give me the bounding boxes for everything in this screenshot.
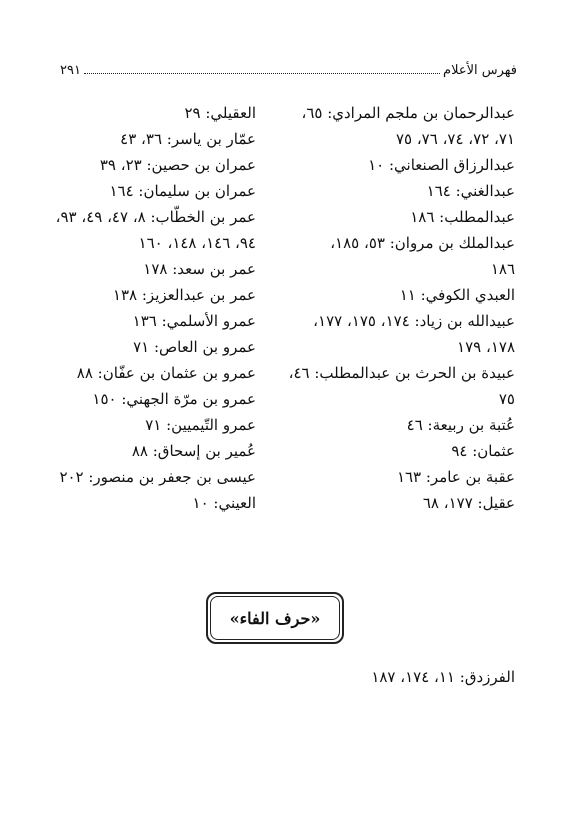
index-entry: عبدالرحمان بن ملجم المرادي: ٦٥، — [301, 104, 515, 122]
index-entry: عمران بن حصين: ٢٣، ٣٩ — [99, 156, 256, 174]
index-entry: الفرزدق: ١١، ١٧٤، ١٨٧ — [371, 668, 515, 686]
index-entry: عُتبة بن ربيعة: ٤٦ — [406, 416, 515, 434]
index-entry: عمرو الأسلمي: ١٣٦ — [132, 312, 256, 330]
index-column-right — [285, 100, 515, 516]
section-heading-box — [206, 592, 344, 644]
index-entry: عُمير بن إسحاق: ٨٨ — [131, 442, 256, 460]
index-entry: عقبة بن عامر: ١٦٣ — [396, 468, 515, 486]
header-dot-leader — [84, 72, 440, 74]
index-entry: عمرو بن عثمان بن عفّان: ٨٨ — [76, 364, 256, 382]
fa-section-entries — [215, 664, 515, 690]
index-column-left — [56, 100, 256, 516]
index-entry: عبيدة بن الحرث بن عبدالمطلب: ٤٦، — [288, 364, 515, 382]
index-entry: عثمان: ٩٤ — [451, 442, 515, 460]
index-entry: عبدالمطلب: ١٨٦ — [410, 208, 515, 226]
index-entry: عمر بن الخطّاب: ٨، ٤٧، ٤٩، ٩٣، — [55, 208, 256, 226]
index-entry: عبدالغني: ١٦٤ — [426, 182, 515, 200]
index-entry: ٧٥ — [498, 390, 515, 408]
index-entry: عمرو بن مرّة الجهني: ١٥٠ — [92, 390, 256, 408]
index-entry: ١٨٦ — [490, 260, 515, 278]
index-entry: عمر بن عبدالعزيز: ١٣٨ — [112, 286, 256, 304]
index-entry: ٧١، ٧٢، ٧٤، ٧٦، ٧٥ — [395, 130, 515, 148]
header-title: فهرس الأعلام — [443, 63, 517, 78]
index-entry: ٩٤، ١٤٦، ١٤٨، ١٦٠ — [138, 234, 256, 252]
index-entry: عمرو بن العاص: ٧١ — [133, 338, 256, 356]
section-heading: «حرف الفاء» — [229, 608, 321, 628]
index-entry: عمّار بن ياسر: ٣٦، ٤٣ — [120, 130, 256, 148]
index-entry: عبيدالله بن زياد: ١٧٤، ١٧٥، ١٧٧، — [313, 312, 515, 330]
index-entry: عمر بن سعد: ١٧٨ — [143, 260, 256, 278]
index-entry: العبدي الكوفي: ١١ — [399, 286, 515, 304]
index-entry: عبدالرزاق الصنعاني: ١٠ — [368, 156, 515, 174]
index-entry: العقيلي: ٢٩ — [184, 104, 256, 122]
index-entry: عيسى بن جعفر بن منصور: ٢٠٢ — [59, 468, 256, 486]
index-entry: عقيل: ١٧٧، ٦٨ — [422, 494, 515, 512]
index-entry: عمران بن سليمان: ١٦٤ — [109, 182, 256, 200]
index-entry: ١٧٨، ١٧٩ — [457, 338, 515, 356]
running-header — [60, 58, 517, 78]
index-entry: عمرو التّيميين: ٧١ — [145, 416, 256, 434]
page-number: ٢٩١ — [60, 63, 81, 78]
index-entry: العيني: ١٠ — [192, 494, 256, 512]
index-entry: عبدالملك بن مروان: ٥٣، ١٨٥، — [330, 234, 515, 252]
